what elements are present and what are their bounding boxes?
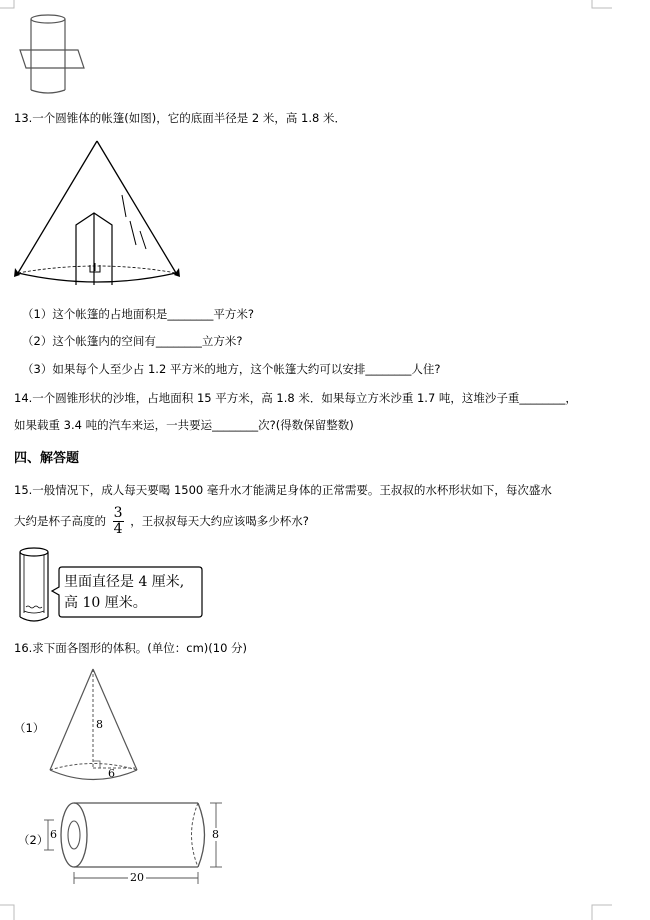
q14-line2: 如果载重 3.4 吨的汽车来运，一共要运________次?(得数保留整数) bbox=[14, 418, 354, 432]
q13-text: 13.一个圆锥体的帐篷(如图)，它的底面半径是 2 米，高 1.8 米． bbox=[14, 111, 346, 125]
fig2-outer-label: 8 bbox=[212, 828, 219, 841]
q15-line2-after: ，王叔叔每天大约应该喝多少杯水? bbox=[130, 514, 309, 528]
fraction-denominator: 4 bbox=[113, 521, 123, 537]
fraction-numerator: 3 bbox=[113, 505, 123, 521]
q16-text: 16.求下面各图形的体积。(单位：cm)(10 分) bbox=[14, 641, 248, 655]
q13-sub2: （2）这个帐篷内的空间有________立方米? bbox=[22, 334, 243, 348]
cylinder-plane-figure bbox=[14, 10, 94, 100]
q14-line1: 14.一个圆锥形状的沙堆，占地面积 15 平方米，高 1.8 米．如果每立方米沙重 1.7 吨，这堆沙子重________， bbox=[14, 391, 577, 405]
fig1-radius-label: 6 bbox=[108, 767, 115, 780]
section-title: 四、解答题 bbox=[14, 451, 80, 466]
cone-figure bbox=[45, 665, 145, 790]
fig1-height-label: 8 bbox=[96, 718, 103, 731]
q15-line1: 15.一般情况下，成人每天要喝 1500 毫升水才能满足身体的正常需要。王叔叔的水杯形状如下，每次盛水 bbox=[14, 483, 552, 497]
fig2-inner-label: 6 bbox=[50, 828, 57, 841]
q15-line2-before: 大约是杯子高度的 bbox=[14, 514, 106, 528]
cup-bubble-line1: 里面直径是 4 厘米, bbox=[64, 574, 185, 590]
q13-sub1: （1）这个帐篷的占地面积是________平方米? bbox=[22, 307, 254, 321]
fig2-length-label: 20 bbox=[130, 871, 144, 884]
fig2-label: （2） bbox=[18, 833, 49, 847]
q13-sub3: （3）如果每个人至少占 1.2 平方米的地方，这个帐篷大约可以安排________人住? bbox=[22, 362, 441, 376]
q15-line2 bbox=[14, 505, 309, 537]
fraction-three-quarters bbox=[113, 506, 124, 537]
fig1-label: （1） bbox=[14, 721, 45, 735]
tent-cone-figure bbox=[10, 135, 185, 285]
cup-bubble-line2: 高 10 厘米。 bbox=[64, 595, 147, 611]
